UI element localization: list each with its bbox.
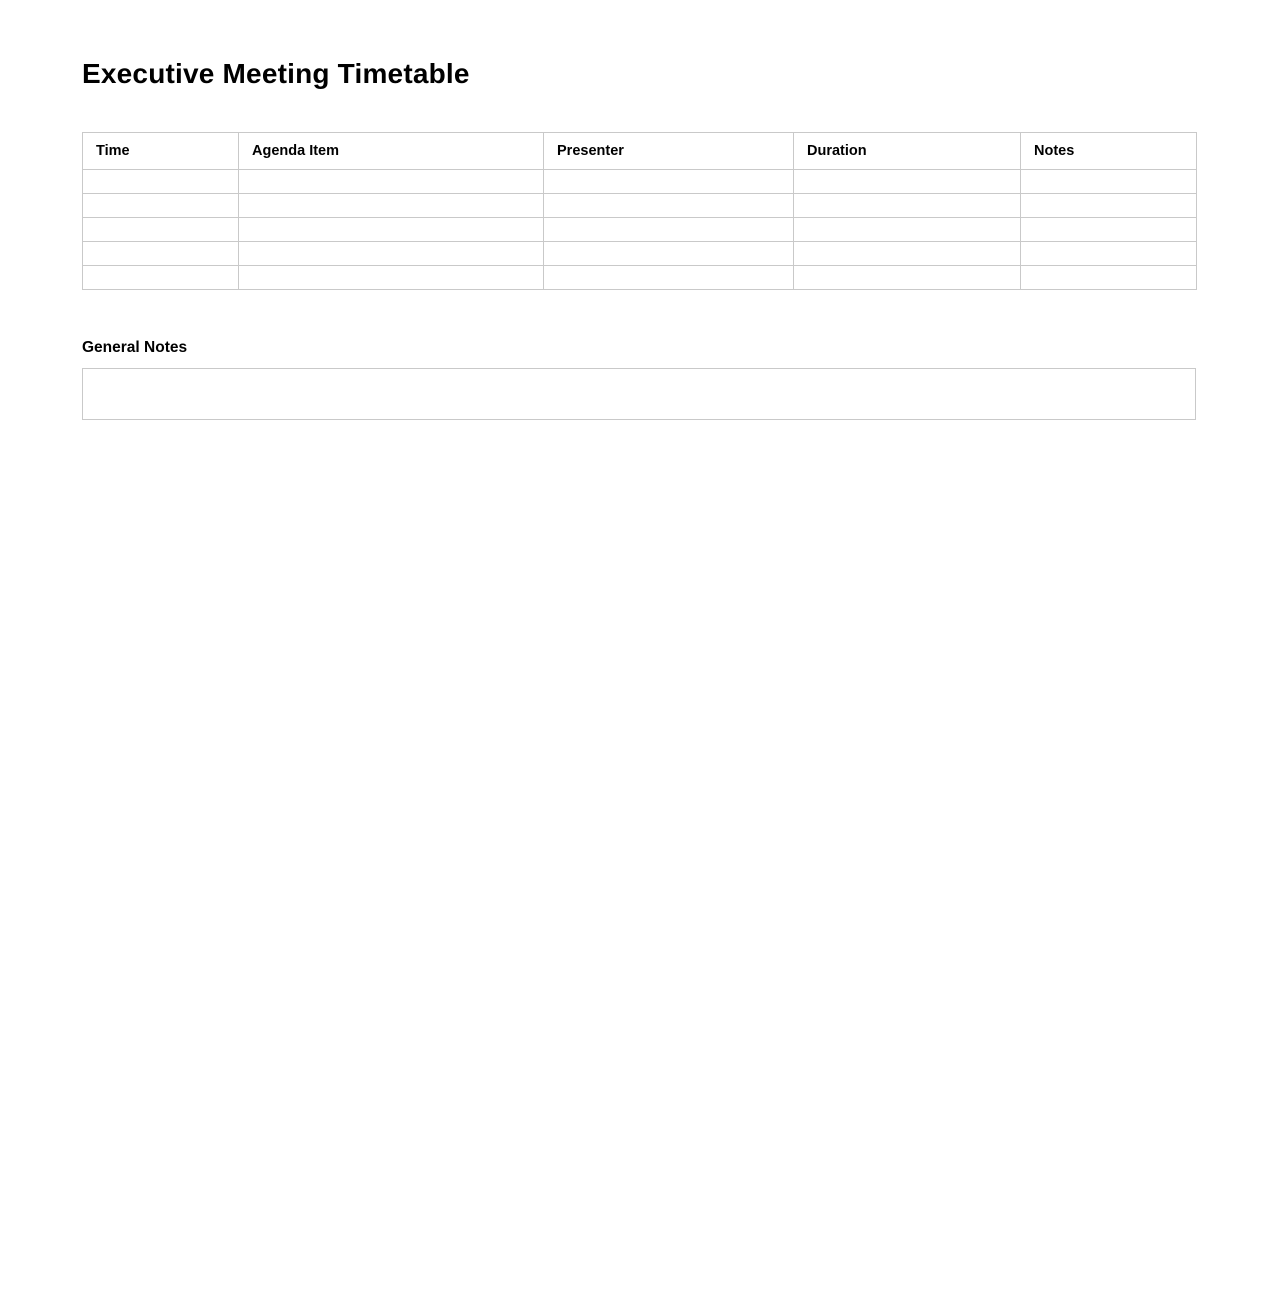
cell-duration[interactable] [794,242,1021,266]
cell-duration[interactable] [794,170,1021,194]
cell-notes[interactable] [1021,218,1197,242]
cell-presenter[interactable] [544,194,794,218]
cell-notes[interactable] [1021,194,1197,218]
column-header-agenda-item: Agenda Item [239,133,544,170]
table-header-row [83,133,1197,170]
cell-time[interactable] [83,242,239,266]
cell-time[interactable] [83,170,239,194]
general-notes-input[interactable] [82,368,1196,420]
page-title: Executive Meeting Timetable [82,58,470,89]
cell-agenda-item[interactable] [239,194,544,218]
cell-presenter[interactable] [544,170,794,194]
column-header-time: Time [83,133,239,170]
table-row [83,194,1197,218]
cell-time[interactable] [83,218,239,242]
cell-notes[interactable] [1021,170,1197,194]
column-header-duration: Duration [794,133,1021,170]
table-row [83,242,1197,266]
general-notes-heading: General Notes [82,339,188,356]
cell-time[interactable] [83,194,239,218]
column-header-notes: Notes [1021,133,1197,170]
timetable-body [83,170,1197,290]
table-row [83,170,1197,194]
cell-agenda-item[interactable] [239,170,544,194]
cell-duration[interactable] [794,266,1021,290]
general-notes-section [82,338,1196,420]
cell-notes[interactable] [1021,242,1197,266]
cell-presenter[interactable] [544,218,794,242]
cell-agenda-item[interactable] [239,266,544,290]
cell-duration[interactable] [794,194,1021,218]
cell-presenter[interactable] [544,242,794,266]
timetable-container [82,132,1196,290]
cell-duration[interactable] [794,218,1021,242]
timetable-header [83,133,1197,170]
cell-presenter[interactable] [544,266,794,290]
table-row [83,266,1197,290]
meeting-timetable [82,132,1197,290]
cell-time[interactable] [83,266,239,290]
table-row [83,218,1197,242]
column-header-presenter: Presenter [544,133,794,170]
cell-agenda-item[interactable] [239,242,544,266]
cell-agenda-item[interactable] [239,218,544,242]
cell-notes[interactable] [1021,266,1197,290]
